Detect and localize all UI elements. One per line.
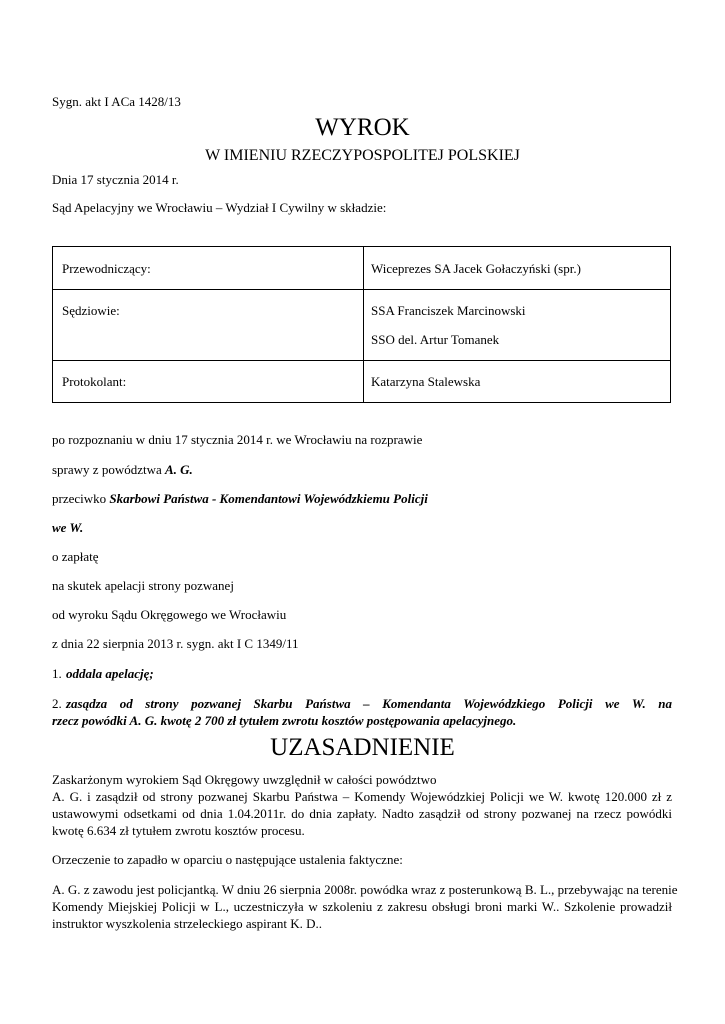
verdict-item-2 [52, 695, 672, 729]
proceedings-line-3 [52, 491, 428, 507]
verdict-item-1-text: oddala apelację; [66, 666, 154, 681]
verdict-item-1-number: 1. [52, 666, 62, 681]
judge-2: SSO del. Artur Tomanek [371, 332, 500, 347]
defendant-prefix: przeciwko [52, 491, 110, 506]
proceedings-appeal: na skutek apelacji strony pozwanej [52, 578, 234, 593]
justification-p3-line-3: instruktor wyszkolenia strzeleckiego aspirant K. D.. [52, 916, 323, 931]
proceedings-line-2 [52, 462, 193, 478]
verdict-item-2-line-2: rzecz powódki A. G. kwotę 2 700 zł tytułem zwrotu kosztów postępowania apelacyjnego. [52, 713, 517, 728]
justification-p1-line-4: kwotę 6.634 zł tytułem zwrotu kosztów procesu. [52, 823, 305, 838]
verdict-subtitle: W IMIENIU RZECZYPOSPOLITEJ POLSKIEJ [205, 147, 520, 164]
justification-paragraph-2: Orzeczenie to zapadło w oparciu o następujące ustalenia faktyczne: [52, 852, 403, 867]
proceedings-lower-judgment: z dnia 22 sierpnia 2013 r. sygn. akt I C 1349/11 [52, 636, 299, 651]
justification-title: UZASADNIENIE [270, 734, 455, 761]
proceedings-lower-court: od wyroku Sądu Okręgowego we Wrocławiu [52, 607, 287, 622]
proceedings-subject: o zapłatę [52, 549, 99, 564]
chair-label: Przewodniczący: [62, 261, 151, 276]
justification-p3-line-2: Komendy Miejskiej Policji w L., uczestniczyła w szkoleniu z zakresu obsługi broni marki W.. Szkolenie prowadził [52, 899, 672, 914]
verdict-item-2-line-1 [52, 695, 672, 712]
justification-p3-line-1: A. G. z zawodu jest policjantką. W dniu 26 sierpnia 2008r. powódka wraz z posterunkową B. L., przebywając na terenie [52, 882, 678, 897]
panel-row-chair [53, 247, 670, 290]
justification-p1-line-1: Zaskarżonym wyrokiem Sąd Okręgowy uwzględnił w całości powództwo [52, 772, 437, 787]
defendant-name: Skarbowi Państwa - Komendantowi Wojewódzkiemu Policji [109, 491, 428, 506]
judges-label: Sędziowie: [62, 303, 120, 318]
defendant-location: we W. [52, 520, 84, 535]
court-name: Sąd Apelacyjny we Wrocławiu – Wydział I Cywilny w składzie: [52, 200, 387, 215]
verdict-item-1 [52, 666, 154, 682]
plaintiff-name: A. G. [165, 462, 193, 477]
verdict-title: WYROK [315, 114, 410, 141]
verdict-date: Dnia 17 stycznia 2014 r. [52, 172, 179, 187]
chair-value: Wiceprezes SA Jacek Gołaczyński (spr.) [371, 261, 581, 276]
verdict-item-2-text-1: zasądza od strony pozwanej Skarbu Państwa – Komendanta Wojewódzkiego Policji we W. na [66, 696, 672, 711]
verdict-item-2-number: 2. [52, 696, 62, 711]
proceedings-line-1: po rozpoznaniu w dniu 17 stycznia 2014 r. we Wrocławiu na rozprawie [52, 432, 423, 447]
justification-p1-line-2: A. G. i zasądził od strony pozwanej Skarbu Państwa – Komendy Wojewódzkiej Policji we W. kwotę 120.000 zł z [52, 789, 672, 804]
justification-p1-line-3: ustawowymi odsetkami od dnia 1.04.2011r. do dnia zapłaty. Nadto zasądził od strony pozwanej na rzecz powódki [52, 806, 672, 821]
clerk-label: Protokolant: [62, 374, 127, 389]
court-panel-table [52, 246, 671, 403]
panel-row-clerk [53, 361, 670, 403]
case-number: Sygn. akt I ACa 1428/13 [52, 94, 181, 109]
judge-1: SSA Franciszek Marcinowski [371, 303, 526, 318]
justification-paragraph-3 [52, 881, 678, 932]
panel-row-judges [53, 290, 670, 361]
panel-divider [363, 247, 364, 402]
plaintiff-prefix: sprawy z powództwa [52, 462, 165, 477]
justification-paragraph-1 [52, 771, 672, 839]
clerk-value: Katarzyna Stalewska [371, 374, 481, 389]
